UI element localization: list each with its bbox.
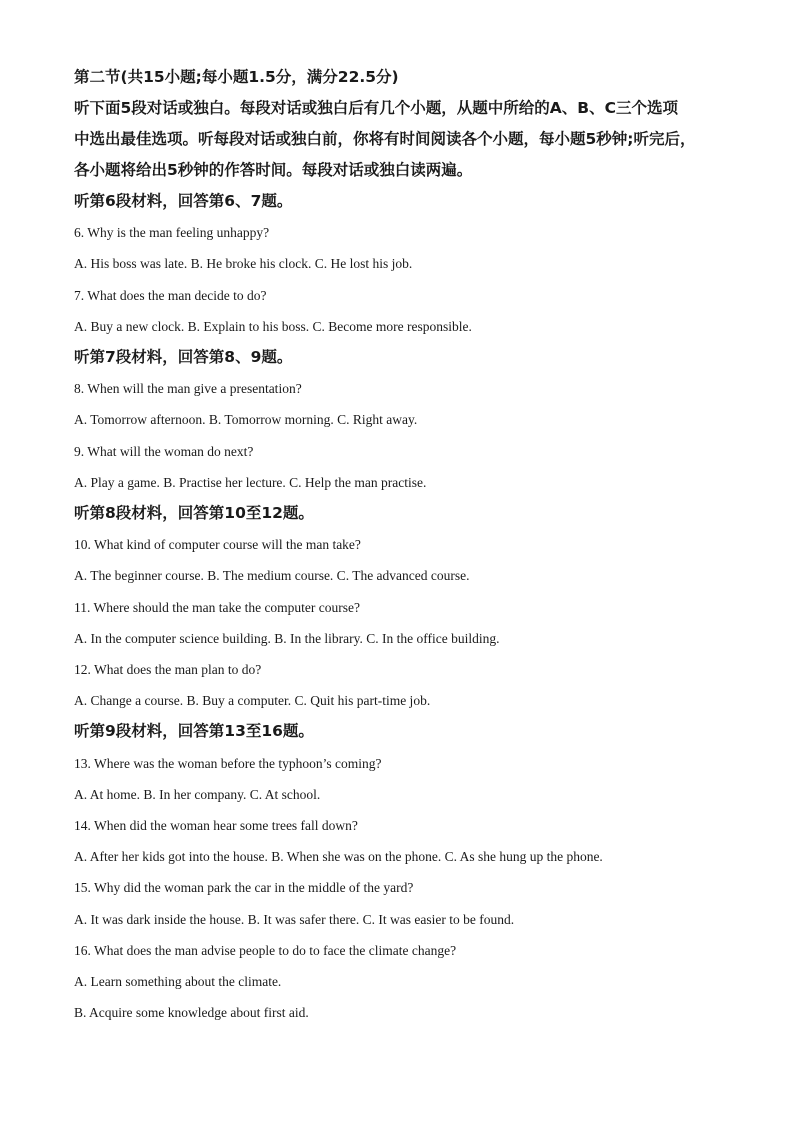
question-options: B. Acquire some knowledge about first aid. [74,1005,309,1021]
question-group [74,342,724,498]
question-text: 13. Where was the woman before the typhoon’s coming? [74,755,382,771]
question-options: A. Play a game. B. Practise her lecture. C. Help the man practise. [74,474,427,490]
question-options: A. Change a course. B. Buy a computer. C. Quit his part-time job. [74,693,431,709]
question-text: 15. Why did the woman park the car in the middle of the yard? [74,880,414,896]
question-group [74,716,724,1028]
question-group [74,498,724,716]
question-text: 12. What does the man plan to do? [74,662,262,678]
group-title: 听第7段材料，回答第8、9题。 [74,348,293,367]
question-text: 7. What does the man decide to do? [74,287,267,303]
group-title: 听第8段材料，回答第10至12题。 [74,504,314,523]
question-text: 6. Why is the man feeling unhappy? [74,225,270,241]
instructions [74,93,724,186]
question-text: 10. What kind of computer course will the man take? [74,537,361,553]
question-text: 9. What will the woman do next? [74,443,254,459]
question-options: A. It was dark inside the house. B. It was safer there. C. It was easier to be found. [74,911,515,927]
section-header: 第二节(共15小题;每小题1.5分，满分22.5分) [74,68,399,86]
instructions-line: 听下面5段对话或独白。每段对话或独白后有几个小题，从题中所给的A、B、C三个选项 [74,99,678,117]
question-options: A. His boss was late. B. He broke his clock. C. He lost his job. [74,256,413,272]
question-options: A. Tomorrow afternoon. B. Tomorrow morning. C. Right away. [74,412,418,428]
question-options: A. Learn something about the climate. [74,974,282,990]
group-title: 听第9段材料，回答第13至16题。 [74,722,314,741]
group-title: 听第6段材料，回答第6、7题。 [74,192,293,210]
question-text: 11. Where should the man take the computer course? [74,599,361,615]
question-options: A. After her kids got into the house. B. When she was on the phone. C. As she hung up the phone. [74,849,603,865]
question-group [74,186,724,342]
question-options: A. Buy a new clock. B. Explain to his boss. C. Become more responsible. [74,318,472,334]
question-text: 16. What does the man advise people to do to face the climate change? [74,942,457,958]
question-options: A. The beginner course. B. The medium course. C. The advanced course. [74,568,470,584]
instructions-line: 中选出最佳选项。听每段对话或独白前，你将有时间阅读各个小题，每小题5秒钟;听完后， [74,130,696,148]
question-text: 8. When will the man give a presentation? [74,381,302,397]
document-page [74,62,724,1028]
question-options: A. In the computer science building. B. In the library. C. In the office building. [74,630,500,646]
instructions-line: 各小题将给出5秒钟的作答时间。每段对话或独白读两遍。 [74,161,473,179]
question-text: 14. When did the woman hear some trees fall down? [74,818,358,834]
question-options: A. At home. B. In her company. C. At school. [74,786,321,802]
